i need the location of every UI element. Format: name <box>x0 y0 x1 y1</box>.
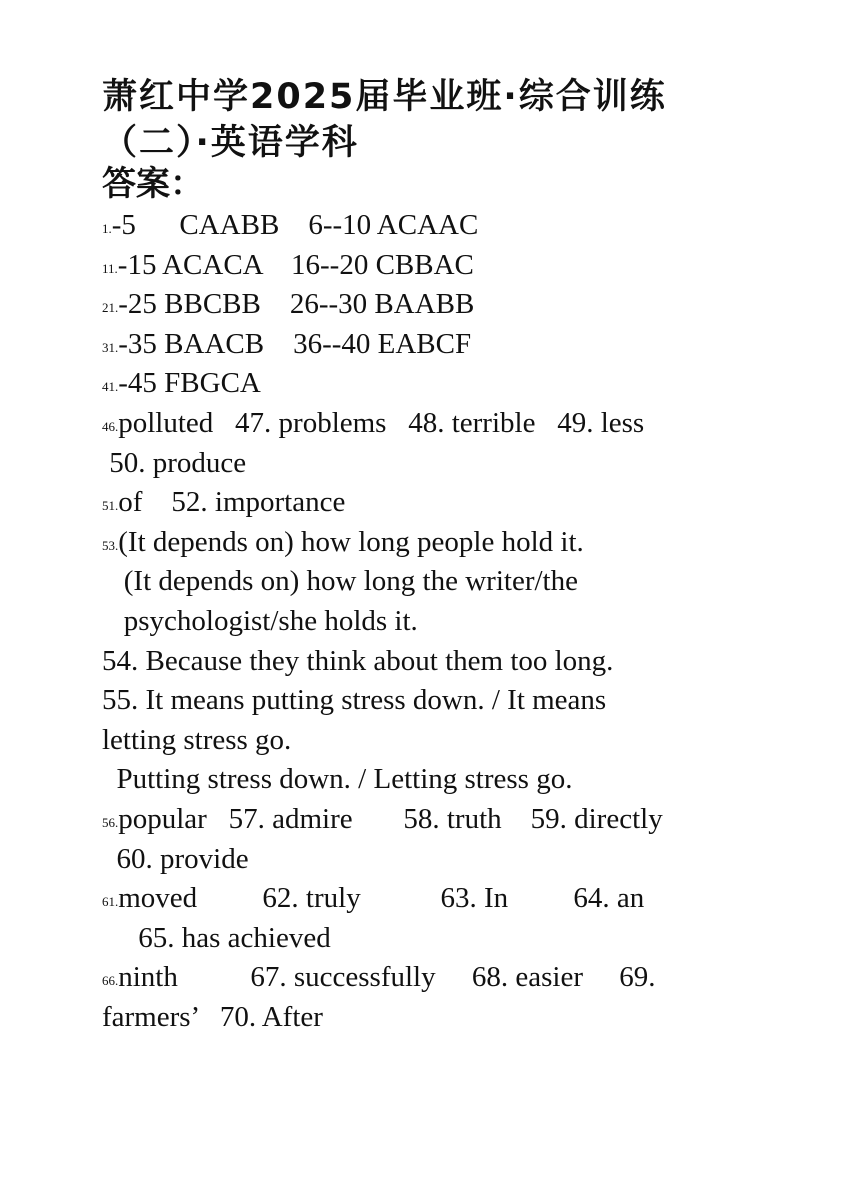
answer-line <box>102 483 756 523</box>
answer-text: 54. Because they think about them too long. <box>102 644 614 677</box>
answer-text: -45 FBGCA <box>118 367 261 400</box>
question-number: 66. <box>102 973 119 989</box>
answer-text: psychologist/she holds it. <box>102 604 418 637</box>
question-number: 61. <box>102 894 119 910</box>
title-line-2: （二）·英语学科 <box>102 123 359 163</box>
question-number: 51. <box>102 498 119 514</box>
answer-line <box>102 246 756 286</box>
answer-line <box>102 285 756 325</box>
answer-line <box>102 602 756 642</box>
answer-line <box>102 444 756 484</box>
answer-line <box>102 681 756 721</box>
answer-text: -15 ACACA 16--20 CBBAC <box>117 248 474 281</box>
answer-text: (It depends on) how long people hold it. <box>118 525 584 558</box>
answer-text: -35 BAACB 36--40 EABCF <box>118 327 472 360</box>
answer-line <box>102 206 756 246</box>
answer-text: farmers’ 70. After <box>102 1000 323 1033</box>
question-number: 1. <box>102 221 112 236</box>
answer-line <box>102 364 756 404</box>
answer-text: moved 62. truly 63. In 64. an <box>118 882 645 915</box>
answer-text: Putting stress down. / Letting stress go. <box>102 763 573 796</box>
answer-line <box>102 879 756 919</box>
answer-text: ninth 67. successfully 68. easier 69. <box>118 961 656 994</box>
answer-line <box>102 325 756 365</box>
answer-line <box>102 562 756 602</box>
answer-line <box>102 800 756 840</box>
answer-text: 60. provide <box>102 842 249 875</box>
answer-text: letting stress go. <box>102 723 292 756</box>
answer-line <box>102 840 756 880</box>
answer-line <box>102 760 756 800</box>
answer-text: polluted 47. problems 48. terrible 49. less <box>118 406 645 439</box>
answer-text: (It depends on) how long the writer/the <box>102 565 578 598</box>
answer-line <box>102 958 756 998</box>
answer-line <box>102 919 756 959</box>
answer-line <box>102 404 756 444</box>
answer-heading: 答案： <box>102 164 204 204</box>
answer-list <box>102 206 756 1037</box>
answer-line <box>102 523 756 563</box>
answer-line <box>102 721 756 761</box>
question-number: 41. <box>102 379 119 395</box>
document-title <box>102 74 802 166</box>
answer-text: 50. produce <box>102 446 247 479</box>
question-number: 56. <box>102 814 119 830</box>
question-number: 11. <box>102 260 118 276</box>
title-line-1: 萧红中学2025届毕业班·综合训练 <box>102 77 667 117</box>
question-number: 31. <box>102 339 119 355</box>
answer-text: -25 BBCBB 26--30 BAABB <box>118 288 475 321</box>
question-number: 46. <box>102 418 119 434</box>
answer-text: popular 57. admire 58. truth 59. directly <box>118 802 663 835</box>
question-number: 21. <box>102 300 119 316</box>
answer-line <box>102 998 756 1038</box>
answer-text: of 52. importance <box>118 486 346 519</box>
answer-line <box>102 642 756 682</box>
answer-text: 65. has achieved <box>102 921 331 954</box>
answer-text: 55. It means putting stress down. / It means <box>102 684 607 717</box>
question-number: 53. <box>102 537 119 553</box>
answer-text: -5 CAABB 6--10 ACAAC <box>111 209 479 241</box>
